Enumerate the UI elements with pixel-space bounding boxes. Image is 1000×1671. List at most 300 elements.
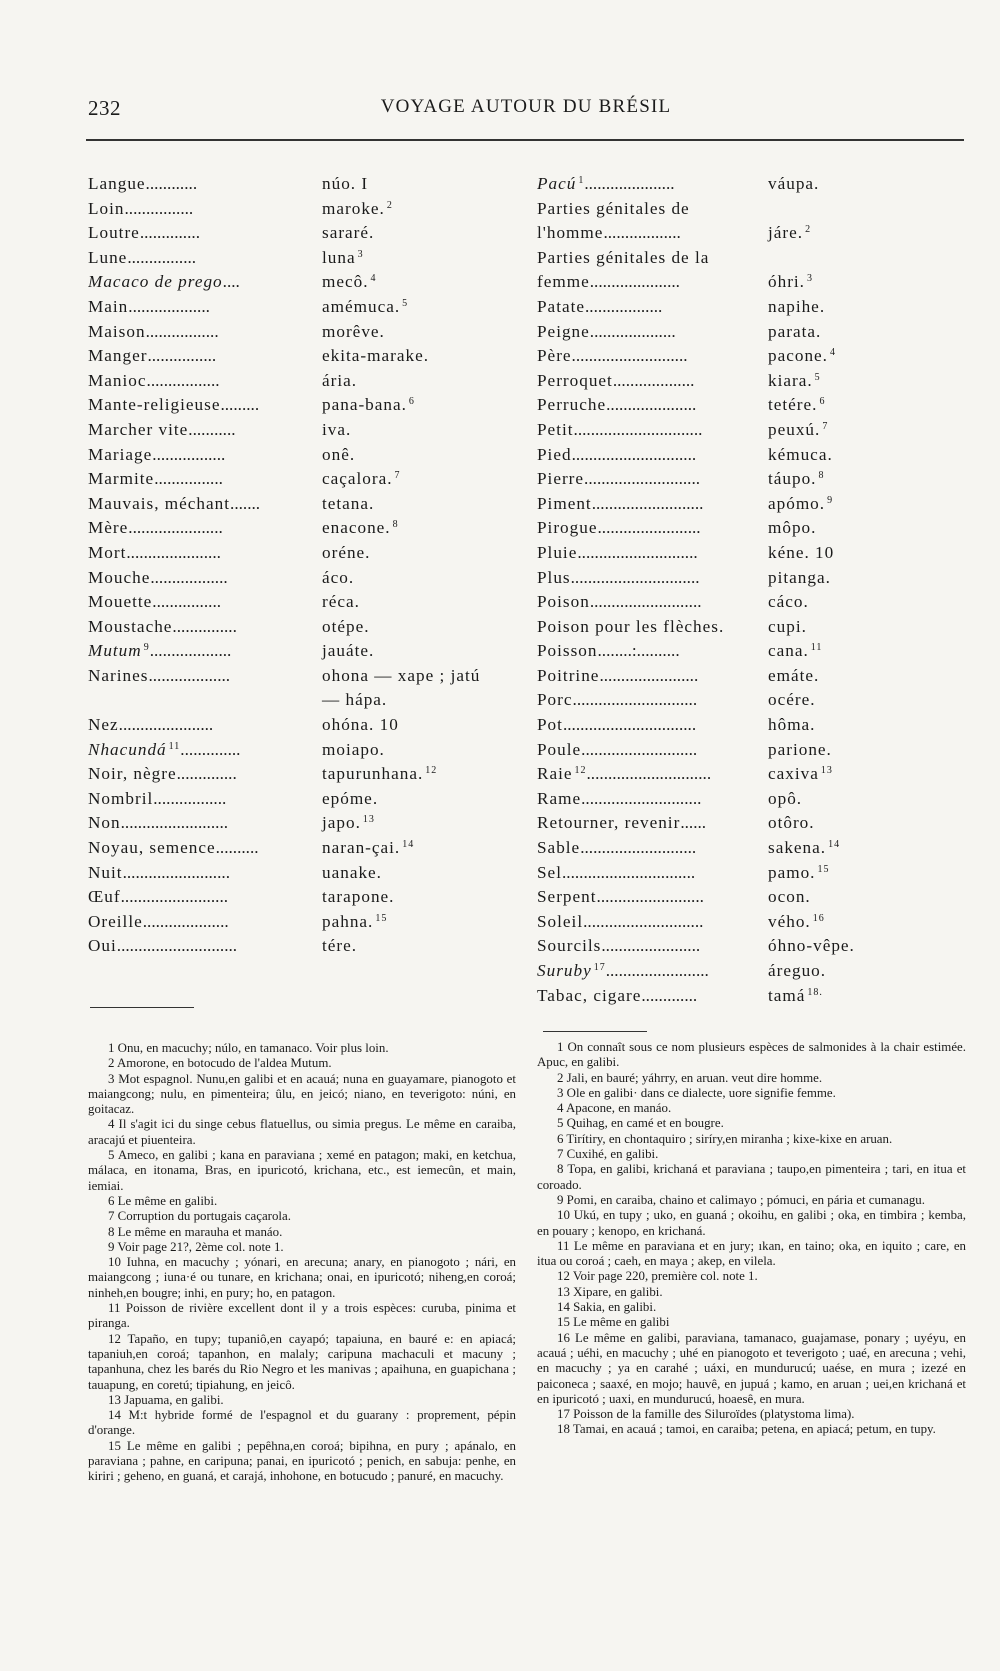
translation: kéne. 10 <box>768 542 835 562</box>
translation: moiapo. <box>322 739 385 759</box>
vocabulary-entry <box>537 934 967 959</box>
footnote-marker: 8 <box>818 470 825 482</box>
french-term: Mauvais, méchant....... <box>88 493 261 513</box>
french-term: Poison pour les flèches. <box>537 616 725 636</box>
footnote-marker: 14 <box>402 839 415 851</box>
translation: óhno-vêpe. <box>768 936 855 956</box>
french-term: Mutum $^9$................... <box>88 641 232 661</box>
translation: apómo. $^9$ <box>768 493 834 513</box>
french-term: Pluie............................ <box>537 542 698 562</box>
footnote: 10 Iuhna, en macuchy ; yónari, en arecuna; anary, en pianogoto ; nári, en maiangcong ; iuna·é ou tunare, en krichana; onai, en ipuricotó; niheng,en coroá; ninheh,en bougre; inhi, en pury; ho, en patagon. <box>88 1255 516 1300</box>
translation: enacone. $^8$ <box>322 518 399 538</box>
translation: óhri. $^3$ <box>768 272 813 292</box>
leader-dots: ...................... <box>128 518 223 538</box>
french-term: Nuit......................... <box>88 862 230 882</box>
vocabulary-entry <box>88 639 518 664</box>
translation: cana. $^{11}$ <box>768 641 823 661</box>
footnote: 14 Sakia, en galibi. <box>557 1300 657 1315</box>
vocabulary-entry <box>88 172 518 197</box>
vocabulary-entry <box>537 910 967 935</box>
vocabulary-entry <box>537 590 967 615</box>
footnote-marker: 15 <box>817 863 830 875</box>
vocabulary-entry <box>537 861 967 886</box>
vocabulary-entry <box>537 984 967 1009</box>
footnote: 4 Apacone, en manáo. <box>557 1101 672 1116</box>
french-term: Nhacundá $^{11}$.............. <box>88 739 241 759</box>
footnote: 6 Tirítiry, en chontaquiro ; siríry,en miranha ; kixe-kixe en aruan. <box>557 1131 893 1146</box>
vocabulary-entry <box>88 861 518 886</box>
french-term: Parties génitales de la <box>537 247 710 267</box>
french-term: Rame............................ <box>537 788 702 808</box>
leader-dots: ................ <box>127 247 197 267</box>
vocabulary-entry <box>88 566 518 591</box>
translation: luna $^3$ <box>322 247 364 267</box>
french-term: Perruche..................... <box>537 395 697 415</box>
footnote: 8 Le même en marauha et manáo. <box>108 1224 283 1239</box>
french-term: Peigne.................... <box>537 321 676 341</box>
vocabulary-entry <box>537 270 967 295</box>
translation: tapurunhana. $^{12}$ <box>322 764 438 784</box>
leader-dots: ............................ <box>577 542 698 562</box>
footnote-marker: 14 <box>828 839 841 851</box>
leader-dots: .......................... <box>589 592 702 612</box>
translation: caçalora. $^7$ <box>322 469 401 489</box>
leader-dots: ........................... <box>584 469 701 489</box>
vocabulary-entry <box>537 295 967 320</box>
leader-dots: ................... <box>128 296 210 316</box>
translation: mecô. $^4$ <box>322 272 377 292</box>
vocabulary-entry <box>88 320 518 345</box>
footnote: 15 Le même en galibi <box>557 1315 670 1330</box>
footnote-marker: 7 <box>822 420 829 432</box>
french-term: Non......................... <box>88 813 229 833</box>
leader-dots: .................. <box>585 296 663 316</box>
footnote: 9 Pomi, en caraiba, chaino et calimayo ; pómuci, en pária et cumanagu. <box>557 1192 925 1207</box>
footnote: 15 Le même en galibi ; pepêhna,en coroá; bipihna, en pury ; apánalo, en paraviana ; pahne, en caripuna; panai, en ipuricotó ; penich, en sabuja: penhe, en kiriri ; geheno, en guaná, et carajá, inhohone, en botucudo ; panuré, en macuchy. <box>88 1438 516 1484</box>
leader-dots: ............................. <box>571 444 697 464</box>
vocabulary-entry <box>537 516 967 541</box>
french-term: Poule........................... <box>537 739 698 759</box>
french-term: Pacú $^1$..................... <box>537 174 675 193</box>
vocabulary-entry <box>88 467 518 492</box>
vocabulary-entry <box>537 664 967 689</box>
translation: ohóna. 10 <box>322 715 399 735</box>
vocabulary-entry <box>537 787 967 812</box>
leader-dots: .............. <box>176 764 237 784</box>
vocabulary-entry <box>537 320 967 345</box>
leader-dots: ...................... <box>126 542 221 562</box>
leader-dots: .................. <box>603 223 681 243</box>
leader-dots: .............................. <box>570 567 700 587</box>
footnote-marker: 17 <box>593 962 606 973</box>
footnote: 14 M:t hybride formé de l'espagnol et du guarany : proprement, pépin d'orange. <box>88 1408 516 1438</box>
translation: parata. <box>768 321 822 341</box>
french-term: Porc............................. <box>537 690 698 710</box>
leader-dots: ..................... <box>589 272 680 292</box>
leader-dots: ................... <box>612 370 695 390</box>
footnote: 13 Xipare, en galibi. <box>557 1284 663 1299</box>
vocabulary-entry <box>537 418 967 443</box>
footnote-marker: 1 <box>578 175 585 186</box>
vocabulary-entry <box>88 443 518 468</box>
footnote: 5 Quihag, en camé et en bougre. <box>557 1116 724 1131</box>
french-term: Lune................ <box>88 247 197 267</box>
footnote-marker: 13 <box>362 814 375 826</box>
french-term: l'homme.................. <box>537 223 681 243</box>
french-term: Narines................... <box>88 665 231 685</box>
vocabulary-column-left <box>88 172 518 959</box>
footnote: 8 Topa, en galibi, krichaná et paraviana ; taupo,en pimenteira ; tari, en itua et coroado. <box>537 1162 966 1192</box>
translation: járe. $^2$ <box>768 223 812 243</box>
page-number: 232 <box>88 96 121 120</box>
french-term: Tabac, cigare............. <box>537 985 698 1005</box>
translation: maroke. $^2$ <box>322 198 393 218</box>
french-term: Plus.............................. <box>537 567 700 587</box>
vocabulary-entry <box>88 295 518 320</box>
leader-dots: ..................... <box>606 395 697 415</box>
footnote: 2 Amorone, en botocudo de l'aldea Mutum. <box>108 1056 332 1071</box>
footnote: 4 Il s'agit ici du singe cebus flatuellus, ou simia pregus. Le même en caraiba, aracajú et piuenteira. <box>88 1117 516 1147</box>
french-term: Poitrine....................... <box>537 665 699 685</box>
footnote-marker: 18. <box>807 986 823 998</box>
footnote: 2 Jali, en bauré; yáhrry, en aruan. veut dire homme. <box>557 1070 823 1085</box>
footnote-marker: 9 <box>827 494 834 506</box>
vocabulary-entry <box>88 270 518 295</box>
french-term: Poisson........:.......... <box>537 641 680 661</box>
leader-dots: .................... <box>589 321 676 341</box>
french-term: femme..................... <box>537 272 680 292</box>
footnote-marker: 9 <box>143 642 150 654</box>
footnote: 13 Japuama, en galibi. <box>108 1392 224 1407</box>
footnote-marker: 16 <box>812 912 825 924</box>
leader-dots: ............................ <box>116 936 238 956</box>
leader-dots: ...................... <box>118 715 214 735</box>
translation: váupa. <box>768 174 820 193</box>
vocabulary-entry <box>88 738 518 763</box>
footnote: 1 Onu, en macuchy; núlo, en tamanaco. Voir plus loin. <box>108 1041 389 1055</box>
leader-dots: ........... <box>188 419 236 439</box>
leader-dots: ......................... <box>596 887 704 907</box>
translation: núo. I <box>322 174 369 193</box>
leader-dots: ......................... <box>122 862 230 882</box>
translation: naran-çai. $^{14}$ <box>322 838 415 858</box>
translation: napihe. <box>768 296 826 316</box>
translation: áco. <box>322 567 355 587</box>
french-term: Marmite................ <box>88 469 223 489</box>
footnote: 1 On connaît sous ce nom plusieurs espèces de salmonides à la chair estimée. Apuc, en galibi. <box>537 1040 966 1070</box>
french-term: Patate.................. <box>537 296 663 316</box>
translation: océre. <box>768 690 816 710</box>
french-term: Œuf......................... <box>88 887 229 907</box>
footnote-marker: 3 <box>806 273 813 285</box>
translation: otôro. <box>768 813 815 833</box>
translation: parione. <box>768 739 832 759</box>
translation: hôma. <box>768 715 816 735</box>
french-term: Suruby $^{17}$........................ <box>537 961 709 980</box>
footnote: 6 Le même en galibi. <box>108 1193 218 1208</box>
vocabulary-entry <box>88 688 518 713</box>
leader-dots: ......... <box>220 395 260 415</box>
leader-dots: .............. <box>180 739 241 759</box>
footnote: 3 Mot espagnol. Nunu,en galibi et en acauá; nuna en guayamare, pianogoto et maiangcong; nulu, en pimenteira; ûlu, en jeicó; niano, en teverigoto: núni, en goitacaz. <box>88 1071 516 1117</box>
leader-dots: .................. <box>150 567 228 587</box>
translation: ekita-marake. <box>322 346 429 366</box>
vocabulary-entry <box>537 197 967 222</box>
footnote-marker: 4 <box>829 347 836 359</box>
translation: cáco. <box>768 592 809 612</box>
vocabulary-entry <box>537 713 967 738</box>
vocabulary-entry <box>88 664 518 689</box>
vocabulary-entry <box>88 885 518 910</box>
footnote: 7 Cuxihé, en galibi. <box>557 1147 659 1162</box>
vocabulary-entry <box>537 615 967 640</box>
footnote: 5 Ameco, en galibi ; kana en paraviana ; xemé en patagon; maki, en ketchua, málaca, en itonama, Bras, en ipuricotó, krichana, etc., est iemecûn, et main, iemiai. <box>88 1148 516 1193</box>
vocabulary-entry <box>88 811 518 836</box>
footnotes-right <box>537 1040 966 1438</box>
vocabulary-entry <box>88 197 518 222</box>
translation: tamá $^{18.}$ <box>768 985 823 1005</box>
french-term: Marcher vite........... <box>88 419 236 439</box>
translation: tetana. <box>322 493 375 513</box>
footnote-marker: 2 <box>805 224 812 236</box>
translation: emáte. <box>768 665 820 685</box>
leader-dots: ................... <box>148 665 231 685</box>
french-term: Parties génitales de <box>537 198 690 218</box>
translation: ocon. <box>768 887 811 907</box>
french-term: Raie $^{12}$............................. <box>537 764 712 784</box>
translation: pacone. $^4$ <box>768 346 836 366</box>
leader-dots: ....................... <box>599 665 699 685</box>
translation: japo. $^{13}$ <box>322 813 375 833</box>
french-term: Nez...................... <box>88 715 214 735</box>
vocabulary-entry <box>537 393 967 418</box>
translation: sararé. <box>322 223 375 243</box>
leader-dots: ............................. <box>586 764 712 784</box>
french-term: Mouche.................. <box>88 567 228 587</box>
translation: pamo. $^{15}$ <box>768 862 830 882</box>
leader-dots: ........................... <box>571 346 688 366</box>
french-term: Loin................ <box>88 198 194 218</box>
leader-dots: ....... <box>230 493 261 513</box>
translation: morêve. <box>322 321 385 341</box>
french-term: Mère...................... <box>88 518 223 538</box>
french-term: Manger................ <box>88 346 217 366</box>
french-term: Maison................. <box>88 321 219 341</box>
french-term: Noyau, semence.......... <box>88 838 259 858</box>
running-title: VOYAGE AUTOUR DU BRÉSIL <box>380 96 672 117</box>
translation: pitanga. <box>768 567 831 587</box>
vocabulary-entry <box>88 615 518 640</box>
translation: tére. <box>322 936 358 956</box>
footnote-marker: 3 <box>357 248 364 260</box>
translation: opô. <box>768 788 803 808</box>
translation: réca. <box>322 592 360 612</box>
translation: epóme. <box>322 788 379 808</box>
french-term: Poison.......................... <box>537 592 702 612</box>
footnote: 17 Poisson de la famille des Siluroïdes (platystoma lima). <box>557 1407 855 1422</box>
translation: cupi. <box>768 616 807 636</box>
french-term: Mante-religieuse......... <box>88 395 260 415</box>
vocabulary-entry <box>88 713 518 738</box>
translation: pana-bana. $^6$ <box>322 395 415 415</box>
leader-dots: ...... <box>680 813 707 833</box>
vocabulary-entry <box>537 738 967 763</box>
leader-dots: .......................... <box>591 493 704 513</box>
vocabulary-entry <box>537 344 967 369</box>
translation: caxiva $^{13}$ <box>768 764 833 784</box>
footnote-rule-left <box>90 1007 194 1008</box>
french-term: Petit.............................. <box>537 419 703 439</box>
french-term: Pot............................... <box>537 715 697 735</box>
translation: uanake. <box>322 862 382 882</box>
leader-dots: ........................ <box>597 518 701 538</box>
translation: ária. <box>322 370 358 390</box>
vocabulary-entry <box>537 885 967 910</box>
footnote-marker: 5 <box>402 297 409 309</box>
french-term: Piment.......................... <box>537 493 704 513</box>
footnote-marker: 7 <box>394 470 401 482</box>
leader-dots: ................. <box>152 444 226 464</box>
vocabulary-entry <box>537 492 967 517</box>
vocabulary-entry <box>537 836 967 861</box>
leader-dots: ............................ <box>583 911 704 931</box>
leader-dots: ............ <box>145 174 198 193</box>
leader-dots: ............... <box>172 616 237 636</box>
vocabulary-entry <box>537 688 967 713</box>
leader-dots: ............. <box>641 985 698 1005</box>
leader-dots: ................ <box>154 469 223 489</box>
leader-dots: .......... <box>215 838 259 858</box>
footnote: 3 Ole en galibi· dans ce dialecte, uore signifie femme. <box>557 1085 836 1100</box>
vocabulary-entry <box>537 811 967 836</box>
leader-dots: ............................... <box>561 862 696 882</box>
leader-dots: .............................. <box>573 419 703 439</box>
translation: ohona — xape ; jatú <box>322 665 481 685</box>
leader-dots: ......................... <box>120 813 229 833</box>
footnote: 9 Voir page 21?, 2ème col. note 1. <box>108 1239 284 1254</box>
french-term: Mouette................ <box>88 592 222 612</box>
leader-dots: ................ <box>124 198 194 218</box>
french-term: Langue............ <box>88 174 198 193</box>
vocabulary-column-right <box>537 172 967 1008</box>
footnote: 12 Voir page 220, première col. note 1. <box>557 1269 758 1284</box>
vocabulary-entry <box>88 787 518 812</box>
french-term: Main................... <box>88 296 210 316</box>
footnotes-left <box>88 1041 516 1485</box>
translation: tarapone. <box>322 887 395 907</box>
french-term: Sel............................... <box>537 862 696 882</box>
vocabulary-entry <box>537 959 967 984</box>
vocabulary-entry <box>88 910 518 935</box>
vocabulary-entry <box>88 516 518 541</box>
french-term: Père........................... <box>537 346 688 366</box>
vocabulary-entry <box>537 369 967 394</box>
leader-dots: .............. <box>139 223 200 243</box>
translation: — hápa. <box>322 690 388 710</box>
vocabulary-entry <box>537 639 967 664</box>
french-term: Oreille.................... <box>88 911 229 931</box>
footnote: 16 Le même en galibi, paraviana, tamanaco, guajamase, ponary ; uyéyu, en acauá ; uéhi, en macuchy ; uhé en pianogoto et teverigoto ; uaé, en arecuna ; vehi, en macuchy ; ya en carahé ; uáxi, en mundurucú; uaése, en mura ; izezé en paiconeca ; saaxé, en mojo; hauvê, en jupuá ; kamo, en aruan ; uei,en krichaná et en ipuricotó ; uaxi, en mundurucú, hoaesê, en mura. <box>537 1330 966 1406</box>
vocabulary-entry <box>537 443 967 468</box>
vocabulary-entry <box>88 393 518 418</box>
french-term: Mort...................... <box>88 542 221 562</box>
footnote-marker: 8 <box>392 519 399 531</box>
leader-dots: ............................. <box>572 690 698 710</box>
translation: amémuca. $^5$ <box>322 296 409 316</box>
vocabulary-entry <box>88 934 518 959</box>
leader-dots: ............................... <box>562 715 697 735</box>
translation: môpo. <box>768 518 817 538</box>
leader-dots: ........................... <box>580 838 697 858</box>
vocabulary-entry <box>88 590 518 615</box>
french-term: Retourner, revenir...... <box>537 813 707 833</box>
french-term: Oui............................ <box>88 936 238 956</box>
footnote-marker: 2 <box>386 199 393 211</box>
leader-dots: ............................ <box>581 788 702 808</box>
vocabulary-entry <box>88 541 518 566</box>
footnote-marker: 5 <box>814 371 821 383</box>
footnote: 12 Tapaño, en tupy; tupaniô,en cayapó; tapaiuna, en bauré e: en apiacá; tapaniuh,en coroá; tapanhon, en malaly; caripuna machaculi et macuny ; tapanhuna, chez les barés du Rio Negro et les manivas ; apaihuna, en guapichana ; tauapung, en coretú; tipiahung, en jeicô. <box>88 1331 516 1392</box>
leader-dots: ................ <box>152 592 222 612</box>
vocabulary-entry <box>88 492 518 517</box>
vocabulary-entry <box>537 467 967 492</box>
french-term: Soleil............................ <box>537 911 704 931</box>
french-term: Moustache............... <box>88 616 237 636</box>
footnote-rule-right <box>543 1031 647 1032</box>
vocabulary-entry <box>88 836 518 861</box>
footnote-marker: 6 <box>819 396 826 408</box>
page-header <box>88 96 964 126</box>
french-term: Macaco de prego.... <box>88 272 240 292</box>
translation: peuxú. $^7$ <box>768 419 829 439</box>
french-term: Noir, nègre.............. <box>88 764 237 784</box>
footnote: 11 Poisson de rivière excellent dont il y a trois espèces: curuba, pinima et piranga. <box>88 1301 516 1331</box>
vocabulary-entry <box>537 541 967 566</box>
translation: oréne. <box>322 542 371 562</box>
vocabulary-entry <box>88 418 518 443</box>
footnote-marker: 12 <box>574 765 587 777</box>
translation: vého. $^{16}$ <box>768 911 825 931</box>
translation: tetére. $^6$ <box>768 395 826 415</box>
footnote-marker: 6 <box>408 396 415 408</box>
leader-dots: ................ <box>147 346 217 366</box>
footnote-marker: 13 <box>820 765 833 777</box>
french-term: Pirogue........................ <box>537 518 701 538</box>
vocabulary-entry <box>88 344 518 369</box>
vocabulary-entry <box>88 221 518 246</box>
vocabulary-entry <box>537 221 967 246</box>
translation: áreguo. <box>768 961 827 980</box>
french-term: Mariage................. <box>88 444 226 464</box>
footnote: 7 Corruption du portugais caçarola. <box>108 1209 291 1224</box>
footnote: 11 Le même en paraviana et en jury; ıkan, en taino; oka, en iquito ; care, en itua ou coroá ; caeh, en maya ; akep, en vilela. <box>537 1238 966 1269</box>
french-term: Sable........................... <box>537 838 697 858</box>
translation: kémuca. <box>768 444 833 464</box>
footnote-marker: 4 <box>370 273 377 285</box>
leader-dots: ................. <box>153 788 227 808</box>
vocabulary-entry <box>88 762 518 787</box>
translation: jauáte. <box>322 641 375 661</box>
translation: sakena. $^{14}$ <box>768 838 841 858</box>
footnote-marker: 12 <box>425 765 438 777</box>
leader-dots: ......................... <box>120 887 229 907</box>
footnote-marker: 11 <box>168 740 181 752</box>
leader-dots: ....................... <box>601 936 701 956</box>
french-term: Nombril................. <box>88 788 227 808</box>
header-rule <box>86 139 964 141</box>
footnote: 10 Ukú, en tupy ; uko, en guaná ; okoihu, en galibi ; oka, en timbira ; kemba, en pouary ; kenopo, en krichaná. <box>537 1208 966 1238</box>
vocabulary-entry <box>537 762 967 787</box>
